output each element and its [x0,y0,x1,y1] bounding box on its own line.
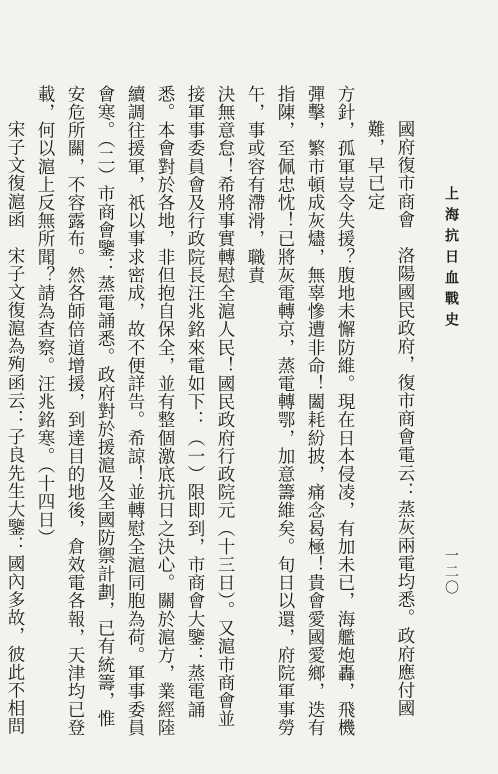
body-text [5,85,420,741]
paragraph-song-ziwen-letter: 宋子文復滬函 宋子文復滬為殉函云：子良先生大鑒：國內多故，彼此不相問 [5,120,25,736]
paragraph-policy-reply: 方針，孤軍豈令失援？腹地未懈防維。現在日本侵凌，有加未已，海艦炮轟，飛機彈擊，繁市頓成灰燼，無辜慘遭非命！闔耗紛披，痛念曷極！貴會愛國愛鄉，迭有指陳，至佩忠忱！已將灰電轉京，蒸電轉鄂，加意籌維矣。旬日以還，府院軍事勞午，事或容有滯滑，職責 [245,85,355,737]
running-header: 上海抗日血戰史 [443,186,459,333]
page-number: 一二〇 [443,548,459,596]
paragraph-telegrams: 決無意怠！希將事實轉慰全滬人民！國民政府行政院元（十三日）。又滬市商會並接軍事委員會及行政院長汪兆銘來電如下：（一）限即到，市商會大鑒：蒸電誦悉。本會對於各地，非但抱自保全，並有整個激底抗日之決心。關於滬方，業經陸續調往援軍，祇以事求密成，故不便詳告。希諒！並轉慰全滬同胞為荷。軍事委員會寒。（二）市商會鑒：蒸電誦悉。政府對於援滬及全國防禦計劃，已有統籌，惟安危所關，不容露布。然各師倍道增援，到達目的地後，倉效電各報，天津均已登載，何以滬上反無所聞？請為查察。汪兆銘寒。（十四日） [35,85,235,737]
paragraph-heading-national-govt: 國府復市商會 洛陽國民政府，復市商會電云：蒸灰兩電均悉。政府應付國難，早已定 [365,120,415,718]
